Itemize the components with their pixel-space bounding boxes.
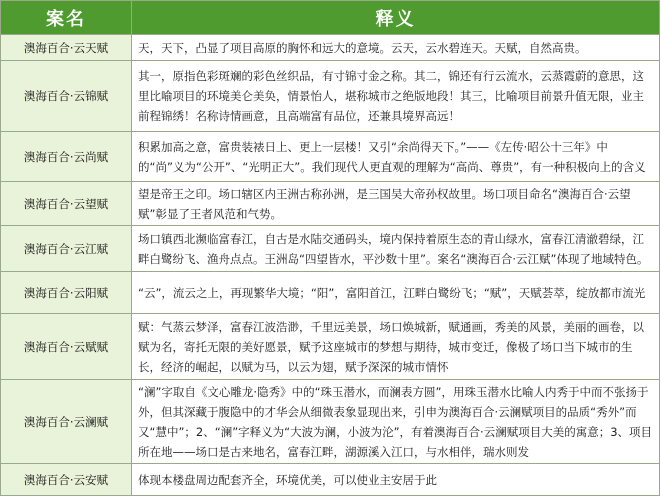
row-name: 澳海百合·云望赋 [1, 182, 132, 226]
row-name: 澳海百合·云锦赋 [1, 61, 132, 132]
table-row [1, 61, 660, 132]
table-header-row [1, 1, 660, 35]
row-description: “澜”字取自《文心雕龙·隐秀》中的“珠玉潜水，而澜表方圆”，用珠玉潜水比喻人内秀于中而不张扬于外，但其深藏于腹隐中的才华会从细微表象显现出来，引申为澳海百合·云澜赋项目的品质“秀外”而又“慧中”；2、“澜”字释义为“大波为澜，小波为沦”，有着澳海百合·云澜赋项目大美的寓意；3、项目所在地——场口是古来地名，富春江畔，湖源溪入江口，与水相伴，瑞水则发 [132, 380, 660, 464]
row-description: 望是帝王之印。场口辖区内王洲古称孙洲，是三国吴大帝孙权故里。场口项目命名“澳海百合·云望赋”彰显了王者风范和气势。 [132, 182, 660, 226]
row-description: 积累加高之意，富贵装裱日上、更上一层楼！又引“余尚得天下。”——《左传·昭公十三年》中的“尚”义为“公开”、“光明正大”。我们现代人更直观的理解为“高尚、尊贵”，有一种积极向上的含义 [132, 132, 660, 182]
table-row [1, 272, 660, 314]
row-name: 澳海百合·云阳赋 [1, 272, 132, 314]
row-description: 赋：气蒸云梦泽，富春江波浩渺，千里远美景，场口焕城新，赋通画，秀美的风景，美丽的画卷，以赋为名，寄托无限的美好愿景，赋予这座城市的梦想与期待，城市变迁，像极了场口当下城市的生长，经济的崛起，以赋为马，以云为翅，赋予深深的城市情怀 [132, 314, 660, 380]
row-name: 澳海百合·云赋赋 [1, 314, 132, 380]
table-row [1, 314, 660, 380]
table-row [1, 380, 660, 464]
table-row [1, 226, 660, 272]
table-row [1, 35, 660, 61]
table-row [1, 182, 660, 226]
row-description: 天，天下，凸显了项目高原的胸怀和远大的意境。云天，云水碧连天。天赋，自然高贵。 [132, 35, 660, 61]
header-description: 释义 [132, 1, 660, 35]
row-description: “云”，流云之上，再现繁华大境；“阳”，富阳首江，江畔白鹭纷飞；“赋”，天赋荟萃，绽放都市流光 [132, 272, 660, 314]
row-name: 澳海百合·云安赋 [1, 464, 132, 496]
table-row [1, 132, 660, 182]
row-name: 澳海百合·云江赋 [1, 226, 132, 272]
row-name: 澳海百合·云天赋 [1, 35, 132, 61]
row-name: 澳海百合·云澜赋 [1, 380, 132, 464]
row-name: 澳海百合·云尚赋 [1, 132, 132, 182]
row-description: 体现本楼盘周边配套齐全，环境优美，可以使业主安居于此 [132, 464, 660, 496]
table-row [1, 464, 660, 496]
header-name: 案名 [1, 1, 132, 35]
row-description: 其一，原指色彩斑斓的彩色丝织品，有寸锦寸金之称。其二，锦还有行云流水，云蒸霞蔚的意思，这里比喻项目的环境美仑美奂，情景怡人，堪称城市之绝版地段！其三，比喻项目前景升值无限，业主前程锦绣！名称诗情画意，且高端富有品位，还兼具境界高远！ [132, 61, 660, 132]
row-description: 场口镇西北濒临富春江，自古是水陆交通码头，境内保持着原生态的青山绿水，富春江清澈碧绿，江畔白鹭纷飞、渔舟点点。王洲岛“四望皆水，平沙数十里”。案名“澳海百合·云江赋”体现了地域特色。 [132, 226, 660, 272]
